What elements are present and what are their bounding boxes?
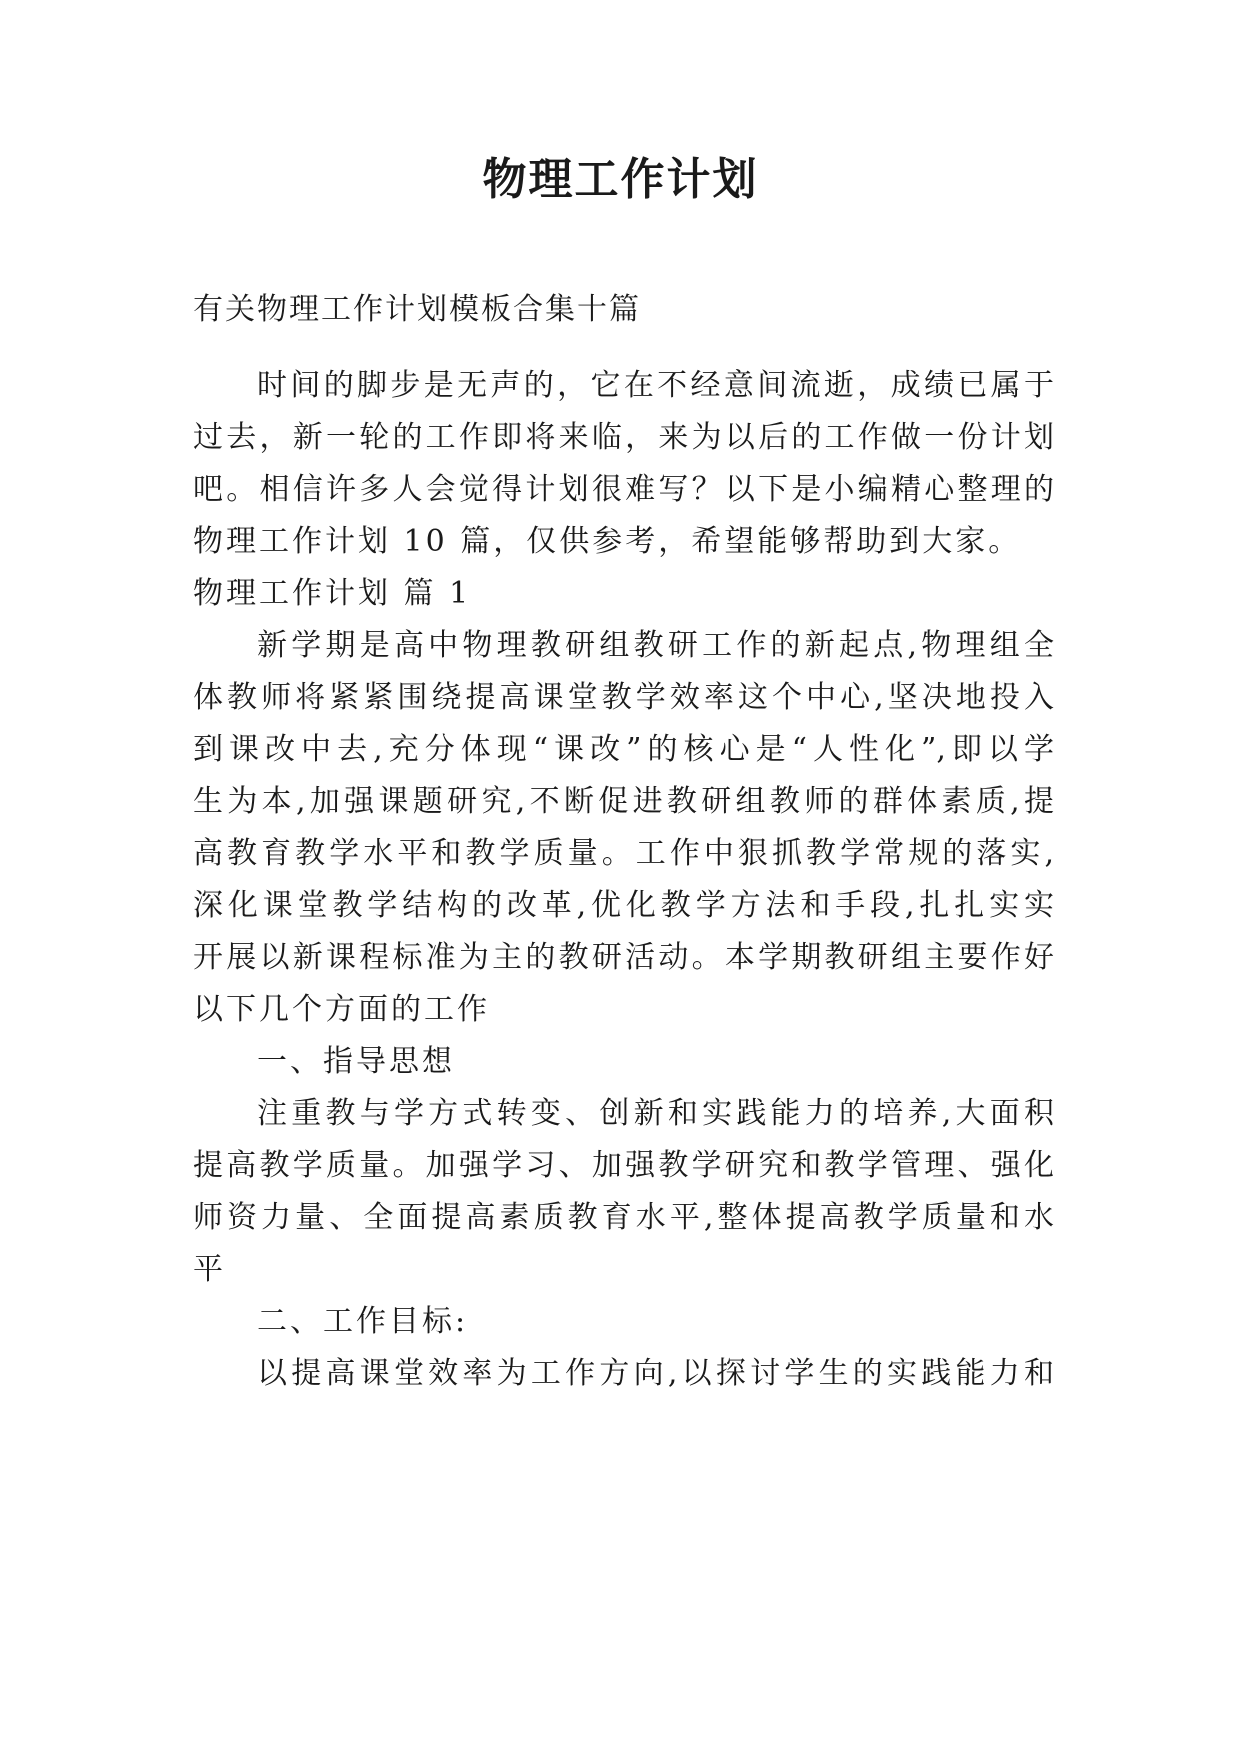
intro-line: 吧。相信许多人会觉得计划很难写？以下是小编精心整理的 [193, 472, 1054, 507]
para1-line: 新学期是高中物理教研组教研工作的新起点,物理组全 [257, 628, 1054, 663]
para1-line: 以下几个方面的工作 [193, 992, 490, 1027]
para1-line: 深化课堂教学结构的改革,优化教学方法和手段,扎扎实实 [193, 888, 1054, 923]
heading-work-goals: 二、工作目标: [257, 1304, 469, 1339]
para2-line: 注重教与学方式转变、创新和实践能力的培养,大面积 [257, 1096, 1054, 1131]
heading-guiding-ideology: 一、指导思想 [257, 1044, 455, 1079]
para1-line: 生为本,加强课题研究,不断促进教研组教师的群体素质,提 [193, 784, 1054, 819]
document-subtitle: 有关物理工作计划模板合集十篇 [193, 292, 641, 327]
para1-line: 高教育教学水平和教学质量。工作中狠抓教学常规的落实, [193, 836, 1054, 871]
para2-line: 提高教学质量。加强学习、加强教学研究和教学管理、强化 [193, 1148, 1054, 1183]
para3-line: 以提高课堂效率为工作方向,以探讨学生的实践能力和 [257, 1356, 1054, 1391]
para1-line: 开展以新课程标准为主的教研活动。本学期教研组主要作好 [193, 940, 1054, 975]
para1-line: 到课改中去,充分体现“课改”的核心是“人性化”,即以学 [193, 732, 1054, 767]
intro-line: 时间的脚步是无声的，它在不经意间流逝，成绩已属于 [257, 368, 1054, 403]
para2-line: 师资力量、全面提高素质教育水平,整体提高教学质量和水 [193, 1200, 1054, 1235]
para1-line: 体教师将紧紧围绕提高课堂教学效率这个中心,坚决地投入 [193, 680, 1054, 715]
document-title: 物理工作计划 [482, 154, 759, 205]
intro-line: 物理工作计划 10 篇，仅供参考，希望能够帮助到大家。 [193, 524, 1022, 559]
intro-line: 过去，新一轮的工作即将来临，来为以后的工作做一份计划 [193, 420, 1054, 455]
para2-line: 平 [193, 1252, 226, 1287]
section-heading: 物理工作计划 篇 1 [193, 576, 472, 611]
